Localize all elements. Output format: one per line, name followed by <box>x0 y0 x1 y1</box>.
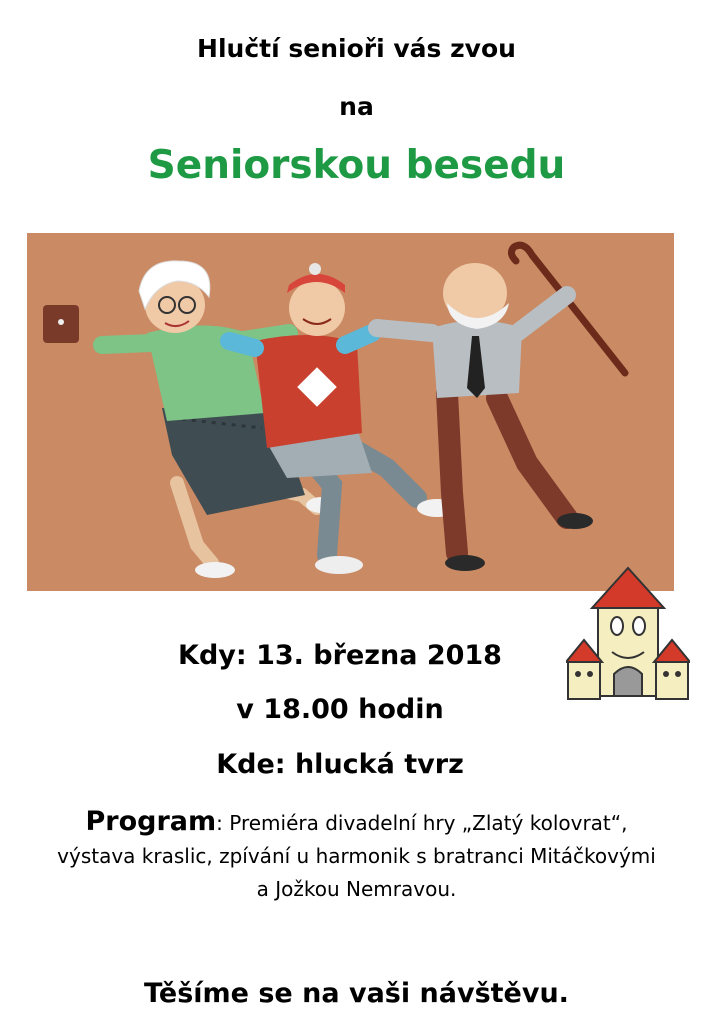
event-place: Kde: hlucká tvrz <box>216 749 464 780</box>
invitation-na: na <box>339 92 374 121</box>
invitation-line: Hlučtí senioři vás zvou <box>197 34 516 63</box>
event-title: Seniorskou besedu <box>147 143 566 188</box>
dancing-seniors-illustration <box>27 233 674 591</box>
program-line-1 <box>0 805 713 840</box>
program-line-2: výstava kraslic, zpívání u harmonik s bratranci Mitáčkovými <box>57 844 656 868</box>
event-time: v 18.00 hodin <box>236 694 444 725</box>
castle-mascot-logo <box>566 566 690 706</box>
closing-line: Těšíme se na vaši návštěvu. <box>144 978 569 1009</box>
program-description <box>0 805 713 906</box>
program-label: Program <box>85 806 217 837</box>
program-text-1: : Premiéra divadelní hry „Zlatý kolovrat“, <box>216 811 628 835</box>
program-line-3: a Jožkou Nemravou. <box>256 877 457 901</box>
event-date: Kdy: 13. března 2018 <box>178 640 502 671</box>
